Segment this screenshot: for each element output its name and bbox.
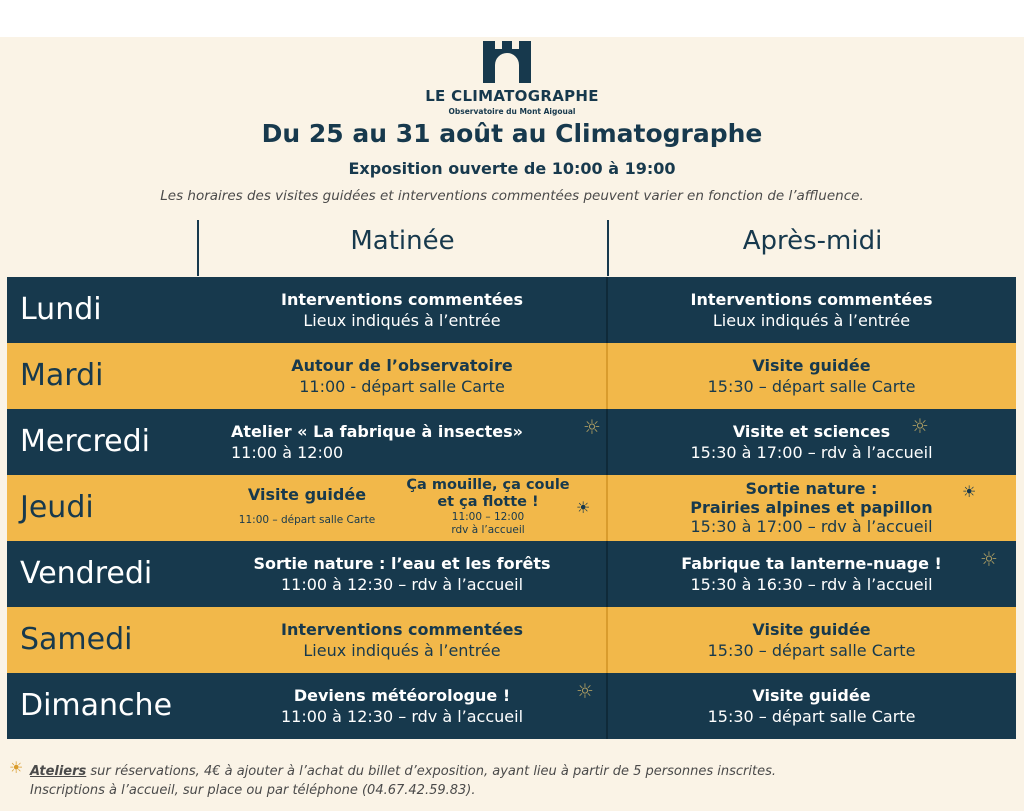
activity-detail: 11:00 à 12:00	[231, 442, 344, 462]
schedule-row-dimanche	[7, 673, 1016, 739]
afternoon-cell	[607, 343, 1016, 409]
day-label: Mardi	[20, 358, 104, 393]
brand-name: LE CLIMATOGRAPHE	[425, 87, 599, 105]
activity-title: Visite guidée	[752, 685, 871, 705]
activity-detail: Lieux indiqués à l’entrée	[303, 640, 501, 660]
morning-cell	[198, 541, 606, 607]
activity-detail: 15:30 – départ salle Carte	[707, 706, 916, 726]
opening-hours: Exposition ouverte de 10:00 à 19:00	[348, 159, 676, 178]
activity-detail: Lieux indiqués à l’entrée	[303, 310, 501, 330]
afternoon-cell	[607, 673, 1016, 739]
activity-detail: 15:30 – départ salle Carte	[707, 640, 916, 660]
activity-detail: 11:00 à 12:30 – rdv à l’accueil	[280, 706, 524, 726]
sun-icon: ☼	[980, 547, 998, 571]
sun-icon: ☀	[576, 498, 591, 517]
activity-title: Sortie nature :	[745, 479, 878, 498]
afternoon-cell	[607, 541, 1016, 607]
ateliers-label: Ateliers	[30, 764, 87, 779]
activity-title: et ça flotte !	[437, 494, 539, 510]
morning-activity-a	[212, 475, 402, 541]
activity-detail: Lieux indiqués à l’entrée	[712, 310, 911, 330]
schedule-poster	[0, 37, 1024, 811]
day-label: Samedi	[20, 622, 133, 657]
morning-cell	[231, 409, 581, 475]
schedule-row-samedi	[7, 607, 1016, 673]
schedule-note: Les horaires des visites guidées et interventions commentées peuvent varier en fonction de l’affluence.	[160, 188, 864, 204]
activity-title: Visite guidée	[247, 485, 367, 504]
activity-title: Atelier « La fabrique à insectes»	[231, 421, 523, 441]
activity-title: Visite et sciences	[732, 421, 891, 441]
castle-tower-icon	[483, 41, 543, 83]
activity-title: Interventions commentées	[281, 619, 523, 639]
morning-cell	[198, 343, 606, 409]
schedule-row-mercredi	[7, 409, 1016, 475]
footer-note-line-1	[30, 764, 776, 779]
column-header-afternoon: Après-midi	[742, 226, 883, 256]
activity-detail: 15:30 à 17:00 – rdv à l’accueil	[690, 517, 933, 536]
sun-icon: ☼	[583, 415, 601, 439]
morning-cell	[198, 673, 606, 739]
column-header-morning: Matinée	[350, 226, 455, 256]
activity-detail: 11:00 – départ salle Carte	[238, 514, 376, 526]
page-title: Du 25 au 31 août au Climatographe	[261, 119, 763, 148]
activity-title: Autour de l’observatoire	[291, 355, 513, 375]
activity-title: Interventions commentées	[281, 289, 523, 309]
schedule-row-vendredi	[7, 541, 1016, 607]
day-label: Lundi	[20, 292, 102, 327]
schedule-row-mardi	[7, 343, 1016, 409]
sun-icon: ☼	[576, 679, 594, 703]
activity-detail: 11:00 - départ salle Carte	[299, 376, 505, 396]
footer-text: sur réservations, 4€ à ajouter à l’achat du billet d’exposition, ayant lieu à partir de 5 personnes inscrites.	[86, 764, 776, 779]
activity-detail: 11:00 – 12:00	[451, 511, 525, 523]
activity-title: Prairies alpines et papillon	[690, 498, 933, 517]
activity-title: Sortie nature : l’eau et les forêts	[253, 553, 551, 573]
day-label: Mercredi	[20, 424, 151, 459]
activity-title: Ça mouille, ça coule	[406, 477, 570, 493]
activity-title: Interventions commentées	[690, 289, 933, 309]
activity-detail: 15:30 à 17:00 – rdv à l’accueil	[690, 442, 933, 462]
sun-icon: ☀	[962, 482, 977, 501]
schedule-row-lundi	[7, 277, 1016, 343]
sun-icon: ☀	[9, 758, 24, 777]
activity-title: Deviens météorologue !	[293, 685, 511, 705]
activity-detail: 11:00 à 12:30 – rdv à l’accueil	[280, 574, 524, 594]
activity-detail: 15:30 à 16:30 – rdv à l’accueil	[690, 574, 933, 594]
afternoon-cell	[607, 409, 1016, 475]
morning-cell	[198, 607, 606, 673]
activity-title: Visite guidée	[752, 355, 871, 375]
sun-icon: ☼	[911, 414, 929, 438]
afternoon-cell	[607, 475, 1016, 541]
brand-subtitle: Observatoire du Mont Aigoual	[448, 107, 576, 116]
activity-detail: rdv à l’accueil	[451, 524, 525, 536]
afternoon-cell	[607, 607, 1016, 673]
day-label: Jeudi	[20, 490, 94, 525]
afternoon-cell	[607, 277, 1016, 343]
day-label: Vendredi	[20, 556, 153, 591]
morning-cell	[198, 277, 606, 343]
activity-detail: 15:30 – départ salle Carte	[707, 376, 916, 396]
activity-title: Visite guidée	[752, 619, 871, 639]
activity-title: Fabrique ta lanterne-nuage !	[681, 553, 942, 573]
morning-activity-b	[403, 475, 573, 541]
schedule-row-jeudi	[7, 475, 1016, 541]
footer-note-line-2: Inscriptions à l’accueil, sur place ou par téléphone (04.67.42.59.83).	[30, 783, 476, 798]
day-label: Dimanche	[20, 688, 173, 723]
